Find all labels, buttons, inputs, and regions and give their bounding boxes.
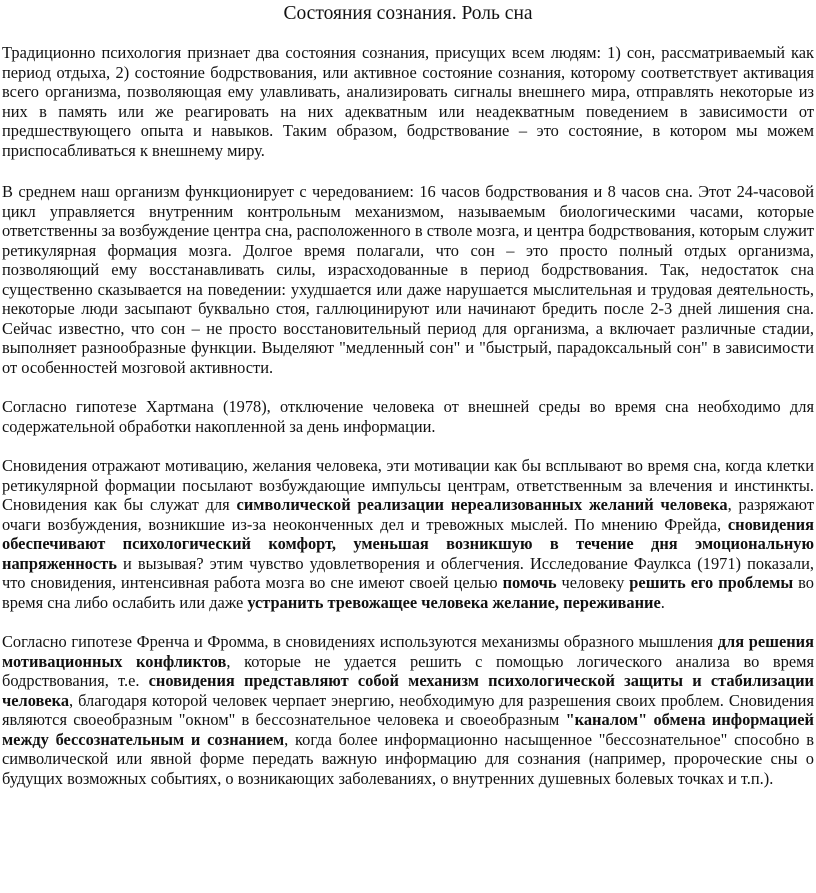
paragraph-consciousness-states: Традиционно психология признает два состояния сознания, присущих всем людям: 1) сон, рассматриваемый как период отдыха, 2) состояние бодрствования, или активное состояние сознания, которому соответствует активация всего организма, позволяющая ему улавливать, анализировать сигналы внешнего мира, отправлять некоторые из них в память или же реагировать на них адекватным или неадекватным поведением в зависимости от предшествующего опыта и навыков. Таким образом, бодрствование – это состояние, в котором мы можем приспосабливаться к внешнему миру. bbox=[2, 43, 814, 160]
text-run: Согласно гипотезе Френча и Фромма, в сновидениях используются механизмы образного мышления bbox=[2, 632, 718, 651]
bold-run: устранить тревожащее человека желание, переживание bbox=[247, 592, 661, 612]
text-run: . bbox=[660, 592, 665, 612]
text-run: человеку bbox=[556, 573, 630, 592]
paragraph-hartmann-hypothesis: Согласно гипотезе Хартмана (1978), отключение человека от внешней среды во время сна необходимо для содержательной обработки накопленной за день информации. bbox=[2, 397, 814, 436]
text-run: , когда более информационно насыщенное "бессознательное" способно в символической или явной форме передать важную информацию для сознания (например, пророческие сны о будущих возможных событиях, о возникающих заболеваниях, о внутренних душевных болевых точках и т.п.). bbox=[2, 729, 814, 788]
bold-run: "каналом" обмена информацией между бессознательным и сознанием bbox=[2, 710, 814, 749]
bold-run: сновидения представляют собой механизм психологической защиты и стабилизации человека bbox=[2, 671, 814, 710]
text-run: , благодаря которой человек черпает энергию, необходимую для разрешения своих проблем. Сновидения являются своеобразным "окном" в бессознательное человека и своеобразным bbox=[2, 690, 814, 729]
page-title: Состояния сознания. Роль сна bbox=[283, 3, 533, 24]
bold-run: для решения мотивационных конфликтов bbox=[2, 632, 814, 671]
bold-run: помочь bbox=[502, 573, 557, 592]
bold-run: сновидения обеспечивают психологический комфорт, уменьшая возникшую в течение дня эмоциональную напряженность bbox=[2, 514, 814, 573]
text-run: и вызывая? этим чувство удовлетворения и облегчения. Исследование Фаулкса (1971) показали, что сновидения, интенсивная работа мозга во сне имеют своей целью bbox=[2, 553, 814, 592]
text-run: , разряжают очаги возбуждения, возникшие из-за неоконченных дел и тревожных мыслей. По мнению Фрейда, bbox=[2, 495, 814, 534]
paragraph-sleep-cycle: В среднем наш организм функционирует с чередованием: 16 часов бодрствования и 8 часов сна. Этот 24-часовой цикл управляется внутренним контрольным механизмом, называемым биологическими часами, которые ответственны за возбуждение центра сна, расположенного в стволе мозга, и центра бодрствования, которым служит ретикулярная формация мозга. Долгое время полагали, что сон – это просто полный отдых организма, позволяющий ему восстанавливать силы, израсходованные в период бодрствования. Так, недостаток сна существенно сказывается на поведении: ухудшается или даже нарушается мыслительная и трудовая деятельность, некоторые люди засыпают буквально стоя, галлюцинируют или начинают бредить после 2-3 дней лишения сна. Сейчас известно, что сон – не просто восстановительный период для организма, а включает различные стадии, выполняет разнообразные функции. Выделяют "медленный сон" и "быстрый, парадоксальный сон" в зависимости от особенностей мозговой активности. bbox=[2, 182, 814, 377]
paragraph-french-fromm-hypothesis bbox=[2, 632, 814, 788]
text-run: во время сна либо ослабить или даже bbox=[2, 573, 814, 612]
text-run: Сновидения отражают мотивацию, желания человека, эти мотивации как бы всплывают во время сна, когда клетки ретикулярной формации посылают возбуждающие импульсы центрам, ответственным за влечения и инстинкты. Сновидения как бы служат для bbox=[2, 456, 814, 514]
bold-run: символической реализации нереализованных желаний человека bbox=[236, 495, 728, 514]
text-run: , которые не удается решить с помощью логического анализа во время бодрствования, т.е. bbox=[2, 651, 814, 690]
bold-run: решить его проблемы bbox=[629, 573, 794, 592]
paragraph-dreams-motivation bbox=[2, 456, 814, 612]
